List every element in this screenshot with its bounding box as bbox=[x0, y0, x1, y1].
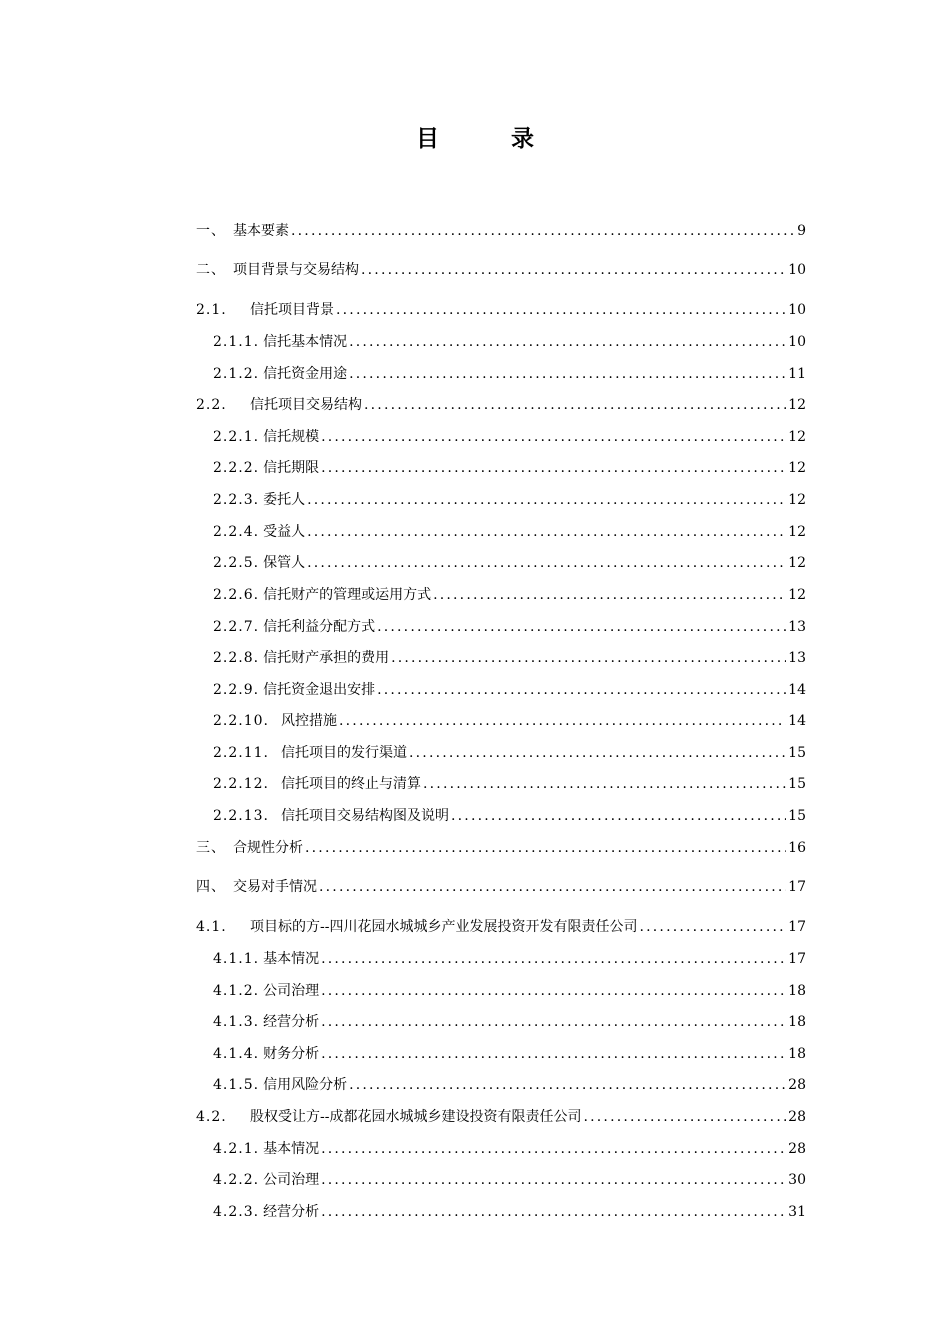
toc-entry-page-number: 12 bbox=[788, 587, 806, 603]
toc-entry-number: 2.2.6. bbox=[213, 587, 260, 603]
toc-entry[interactable] bbox=[213, 331, 806, 353]
toc-entry-page-number: 13 bbox=[788, 619, 806, 635]
toc-dot-leader bbox=[377, 616, 786, 638]
toc-entry[interactable] bbox=[213, 980, 806, 1002]
toc-entry[interactable] bbox=[213, 1169, 806, 1191]
toc-entry-number: 2.2.13. bbox=[213, 808, 269, 824]
toc-entry-page-number: 17 bbox=[788, 879, 806, 895]
toc-entry[interactable] bbox=[213, 1043, 806, 1065]
toc-entry-page-number: 10 bbox=[788, 262, 806, 278]
toc-entry-page-number: 10 bbox=[788, 302, 806, 318]
toc-entry-number: 2.2.12. bbox=[213, 776, 269, 792]
toc-entry[interactable] bbox=[213, 948, 806, 970]
toc-entry-page-number: 12 bbox=[788, 460, 806, 476]
toc-entry-number: 2.1.1. bbox=[213, 334, 260, 350]
toc-entry-number: 2.2.4. bbox=[213, 524, 260, 540]
toc-entry-title: 公司治理 bbox=[263, 1172, 320, 1188]
toc-dot-leader bbox=[391, 647, 786, 669]
toc-entry[interactable] bbox=[196, 394, 806, 416]
toc-entry-number: 4.1.4. bbox=[213, 1046, 260, 1062]
toc-dot-leader bbox=[349, 1074, 786, 1096]
toc-dot-leader bbox=[433, 584, 786, 606]
toc-entry-title: 基本情况 bbox=[263, 951, 320, 967]
toc-entry-number: 4.1.1. bbox=[213, 951, 260, 967]
toc-entry[interactable] bbox=[213, 805, 806, 827]
toc-entry[interactable] bbox=[196, 916, 806, 938]
toc-entry-title: 交易对手情况 bbox=[233, 879, 317, 895]
toc-entry-page-number: 11 bbox=[788, 366, 806, 382]
toc-entry-title: 信托项目交易结构 bbox=[250, 397, 362, 413]
toc-entry[interactable] bbox=[196, 259, 806, 281]
toc-entry-number: 2.2.3. bbox=[213, 492, 260, 508]
toc-dot-leader bbox=[321, 980, 786, 1002]
toc-entry-title: 信托基本情况 bbox=[263, 334, 348, 350]
toc-entry-title: 信托项目交易结构图及说明 bbox=[281, 808, 449, 824]
toc-entry[interactable] bbox=[213, 647, 806, 669]
toc-entry-number: 三、 bbox=[196, 840, 226, 856]
toc-entry-title: 信托规模 bbox=[263, 429, 320, 445]
toc-entry-page-number: 9 bbox=[797, 223, 806, 239]
toc-dot-leader bbox=[321, 1138, 786, 1160]
toc-entry[interactable] bbox=[213, 679, 806, 701]
toc-entry-number: 四、 bbox=[196, 879, 226, 895]
toc-entry-number: 2.2.7. bbox=[213, 619, 260, 635]
toc-dot-leader bbox=[339, 710, 786, 732]
toc-dot-leader bbox=[336, 299, 786, 321]
toc-entry-page-number: 12 bbox=[788, 492, 806, 508]
toc-dot-leader bbox=[451, 805, 786, 827]
toc-entry-number: 2.2.9. bbox=[213, 682, 260, 698]
toc-dot-leader bbox=[639, 916, 786, 938]
toc-entry-title: 风控措施 bbox=[281, 713, 337, 729]
toc-entry-number: 一、 bbox=[196, 223, 226, 239]
toc-entry-number: 4.2.2. bbox=[213, 1172, 260, 1188]
toc-entry-title: 信托项目的发行渠道 bbox=[281, 745, 407, 761]
toc-entry[interactable] bbox=[213, 457, 806, 479]
toc-entry-page-number: 28 bbox=[788, 1141, 806, 1157]
toc-entry-number: 2.2.1. bbox=[213, 429, 260, 445]
toc-dot-leader bbox=[305, 837, 786, 859]
toc-dot-leader bbox=[319, 876, 786, 898]
toc-dot-leader bbox=[321, 1043, 786, 1065]
toc-entry-title: 公司治理 bbox=[263, 983, 320, 999]
toc-entry-title: 股权受让方--成都花园水城城乡建设投资有限责任公司 bbox=[250, 1109, 582, 1125]
toc-dot-leader bbox=[364, 394, 786, 416]
toc-entry-page-number: 12 bbox=[788, 524, 806, 540]
toc-entry-title: 信托项目的终止与清算 bbox=[281, 776, 421, 792]
toc-dot-leader bbox=[321, 457, 786, 479]
toc-dot-leader bbox=[307, 489, 786, 511]
toc-entry-number: 2.2.10. bbox=[213, 713, 269, 729]
toc-dot-leader bbox=[321, 1201, 786, 1223]
toc-dot-leader bbox=[377, 679, 786, 701]
toc-entry[interactable] bbox=[213, 489, 806, 511]
toc-entry-number: 4.1.2. bbox=[213, 983, 260, 999]
toc-entry-title: 信托资金用途 bbox=[263, 366, 348, 382]
toc-entry-title: 信托利益分配方式 bbox=[263, 619, 376, 635]
toc-entry[interactable] bbox=[213, 773, 806, 795]
toc-entry-page-number: 14 bbox=[788, 713, 806, 729]
toc-entry-page-number: 15 bbox=[788, 808, 806, 824]
toc-entry-number: 4.1. bbox=[196, 919, 227, 935]
toc-entry-number: 2.2. bbox=[196, 397, 227, 413]
toc-entry-title: 信托财产的管理或运用方式 bbox=[263, 587, 432, 603]
toc-entry-page-number: 12 bbox=[788, 429, 806, 445]
toc-entry-title: 经营分析 bbox=[263, 1014, 320, 1030]
toc-entry-title: 经营分析 bbox=[263, 1204, 320, 1220]
toc-entry-number: 2.2.2. bbox=[213, 460, 260, 476]
toc-entry-title: 基本要素 bbox=[233, 223, 289, 239]
toc-entry[interactable] bbox=[213, 710, 806, 732]
toc-dot-leader bbox=[321, 948, 786, 970]
toc-entry-page-number: 18 bbox=[788, 983, 806, 999]
toc-entry-page-number: 12 bbox=[788, 397, 806, 413]
toc-entry[interactable] bbox=[196, 876, 806, 898]
toc-entry-number: 2.1.2. bbox=[213, 366, 260, 382]
toc-entry-page-number: 16 bbox=[788, 840, 806, 856]
toc-entry-title: 信用风险分析 bbox=[263, 1077, 348, 1093]
toc-dot-leader bbox=[361, 259, 786, 281]
toc-entry-title: 信托项目背景 bbox=[250, 302, 334, 318]
toc-entry[interactable] bbox=[213, 584, 806, 606]
toc-entry[interactable] bbox=[213, 1201, 806, 1223]
toc-entry[interactable] bbox=[213, 1138, 806, 1160]
toc-entry-number: 4.1.3. bbox=[213, 1014, 260, 1030]
toc-entry-page-number: 17 bbox=[788, 919, 806, 935]
toc-entry-page-number: 18 bbox=[788, 1014, 806, 1030]
toc-entry-page-number: 10 bbox=[788, 334, 806, 350]
toc-entry-number: 4.2.3. bbox=[213, 1204, 260, 1220]
toc-entry-page-number: 18 bbox=[788, 1046, 806, 1062]
toc-entry-page-number: 28 bbox=[788, 1077, 806, 1093]
toc-dot-leader bbox=[307, 521, 786, 543]
toc-entry-page-number: 28 bbox=[788, 1109, 806, 1125]
toc-entry[interactable] bbox=[196, 220, 806, 242]
toc-entry-title: 合规性分析 bbox=[233, 840, 303, 856]
toc-entry-title: 委托人 bbox=[263, 492, 306, 508]
toc-entry-number: 2.1. bbox=[196, 302, 227, 318]
toc-entry[interactable] bbox=[213, 426, 806, 448]
toc-entry-title: 受益人 bbox=[263, 524, 306, 540]
toc-dot-leader bbox=[321, 426, 786, 448]
toc-dot-leader bbox=[409, 742, 786, 764]
toc-entry-number: 2.2.5. bbox=[213, 555, 260, 571]
toc-entry-number: 2.2.8. bbox=[213, 650, 260, 666]
toc-dot-leader bbox=[307, 552, 786, 574]
toc-entry-page-number: 12 bbox=[788, 555, 806, 571]
toc-entry[interactable] bbox=[213, 1074, 806, 1096]
toc-entry-title: 财务分析 bbox=[263, 1046, 320, 1062]
toc-entry[interactable] bbox=[213, 521, 806, 543]
toc-entry-page-number: 15 bbox=[788, 745, 806, 761]
page-title: 目 录 bbox=[415, 125, 566, 152]
toc-entry-title: 项目标的方--四川花园水城城乡产业发展投资开发有限责任公司 bbox=[250, 919, 638, 935]
toc-entry-title: 信托财产承担的费用 bbox=[263, 650, 390, 666]
toc-entry[interactable] bbox=[196, 299, 806, 321]
toc-entry-title: 信托资金退出安排 bbox=[263, 682, 376, 698]
toc-entry-page-number: 13 bbox=[788, 650, 806, 666]
toc-entry-title: 信托期限 bbox=[263, 460, 320, 476]
toc-entry-page-number: 30 bbox=[788, 1172, 806, 1188]
toc-entry[interactable] bbox=[213, 363, 806, 385]
toc-entry[interactable] bbox=[213, 1011, 806, 1033]
toc-dot-leader bbox=[349, 331, 786, 353]
toc-entry-number: 4.2.1. bbox=[213, 1141, 260, 1157]
toc-entry-page-number: 15 bbox=[788, 776, 806, 792]
toc-entry-number: 4.1.5. bbox=[213, 1077, 260, 1093]
toc-entry-number: 4.2. bbox=[196, 1109, 227, 1125]
toc-dot-leader bbox=[423, 773, 786, 795]
toc-entry-page-number: 14 bbox=[788, 682, 806, 698]
toc-dot-leader bbox=[349, 363, 786, 385]
toc-entry-title: 保管人 bbox=[263, 555, 306, 571]
toc-entry-page-number: 31 bbox=[788, 1204, 806, 1220]
toc-entry-number: 二、 bbox=[196, 262, 226, 278]
toc-dot-leader bbox=[321, 1169, 786, 1191]
toc-entry[interactable] bbox=[213, 552, 806, 574]
toc-entry[interactable] bbox=[213, 742, 806, 764]
toc-entry-title: 项目背景与交易结构 bbox=[233, 262, 359, 278]
toc-entry-title: 基本情况 bbox=[263, 1141, 320, 1157]
toc-dot-leader bbox=[291, 220, 795, 242]
toc-dot-leader bbox=[321, 1011, 786, 1033]
toc-entry-number: 2.2.11. bbox=[213, 745, 269, 761]
toc-entry-page-number: 17 bbox=[788, 951, 806, 967]
toc-entry[interactable] bbox=[196, 1106, 806, 1128]
toc-dot-leader bbox=[583, 1106, 786, 1128]
toc-entry[interactable] bbox=[196, 837, 806, 859]
toc-entry[interactable] bbox=[213, 616, 806, 638]
